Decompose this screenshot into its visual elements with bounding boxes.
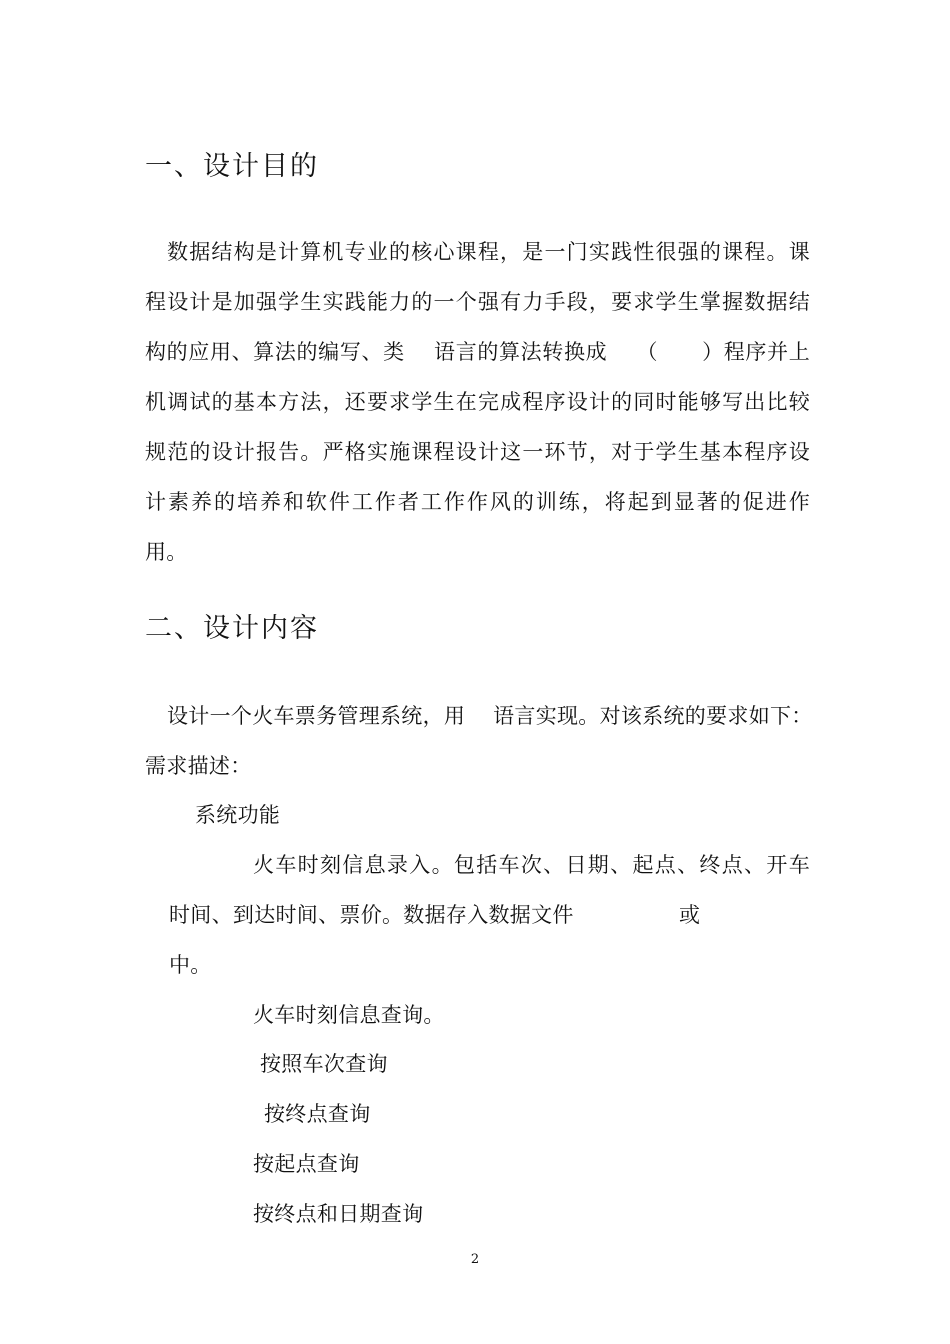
paragraph-line-1: 数据结构是计算机专业的核心课程，是一门实践性很强的课程。课: [167, 240, 810, 264]
item1-line3: 中。: [169, 953, 212, 977]
section-heading-content: 二、设计内容: [145, 613, 319, 644]
intro-line: 设计一个火车票务管理系统，用 语言实现。对该系统的要求如下：: [167, 704, 813, 728]
requirements-label: 需求描述：: [145, 754, 252, 778]
sub-item: 按照车次查询: [260, 1052, 388, 1076]
section-heading-purpose: 一、设计目的: [145, 151, 319, 182]
sub-item: 按终点和日期查询: [253, 1202, 424, 1226]
paragraph-line-3: 构的应用、算法的编写、类 语言的算法转换成 （ ）程序并上: [145, 340, 810, 364]
paragraph-line-7: 用。: [145, 540, 188, 564]
paragraph-line-6: 计素养的培养和软件工作者工作作风的训练，将起到显著的促进作: [145, 490, 810, 514]
page-number: 2: [470, 1252, 480, 1267]
sub-item: 按起点查询: [253, 1152, 360, 1176]
item1-line2: 时间、到达时间、票价。数据存入数据文件: [169, 903, 574, 927]
paragraph-line-5: 规范的设计报告。严格实施课程设计这一环节，对于学生基本程序设: [145, 440, 810, 464]
item2-line: 火车时刻信息查询。: [253, 1003, 445, 1027]
paragraph-line-2: 程设计是加强学生实践能力的一个强有力手段，要求学生掌握数据结: [145, 290, 810, 314]
system-function-label: 系统功能: [195, 803, 281, 827]
item1-line1: 火车时刻信息录入。包括车次、日期、起点、终点、开车: [253, 853, 810, 877]
paragraph-line-4: 机调试的基本方法，还要求学生在完成程序设计的同时能够写出比较: [145, 390, 810, 414]
item1-line2-or: 或: [679, 903, 701, 927]
sub-item: 按终点查询: [264, 1102, 371, 1126]
